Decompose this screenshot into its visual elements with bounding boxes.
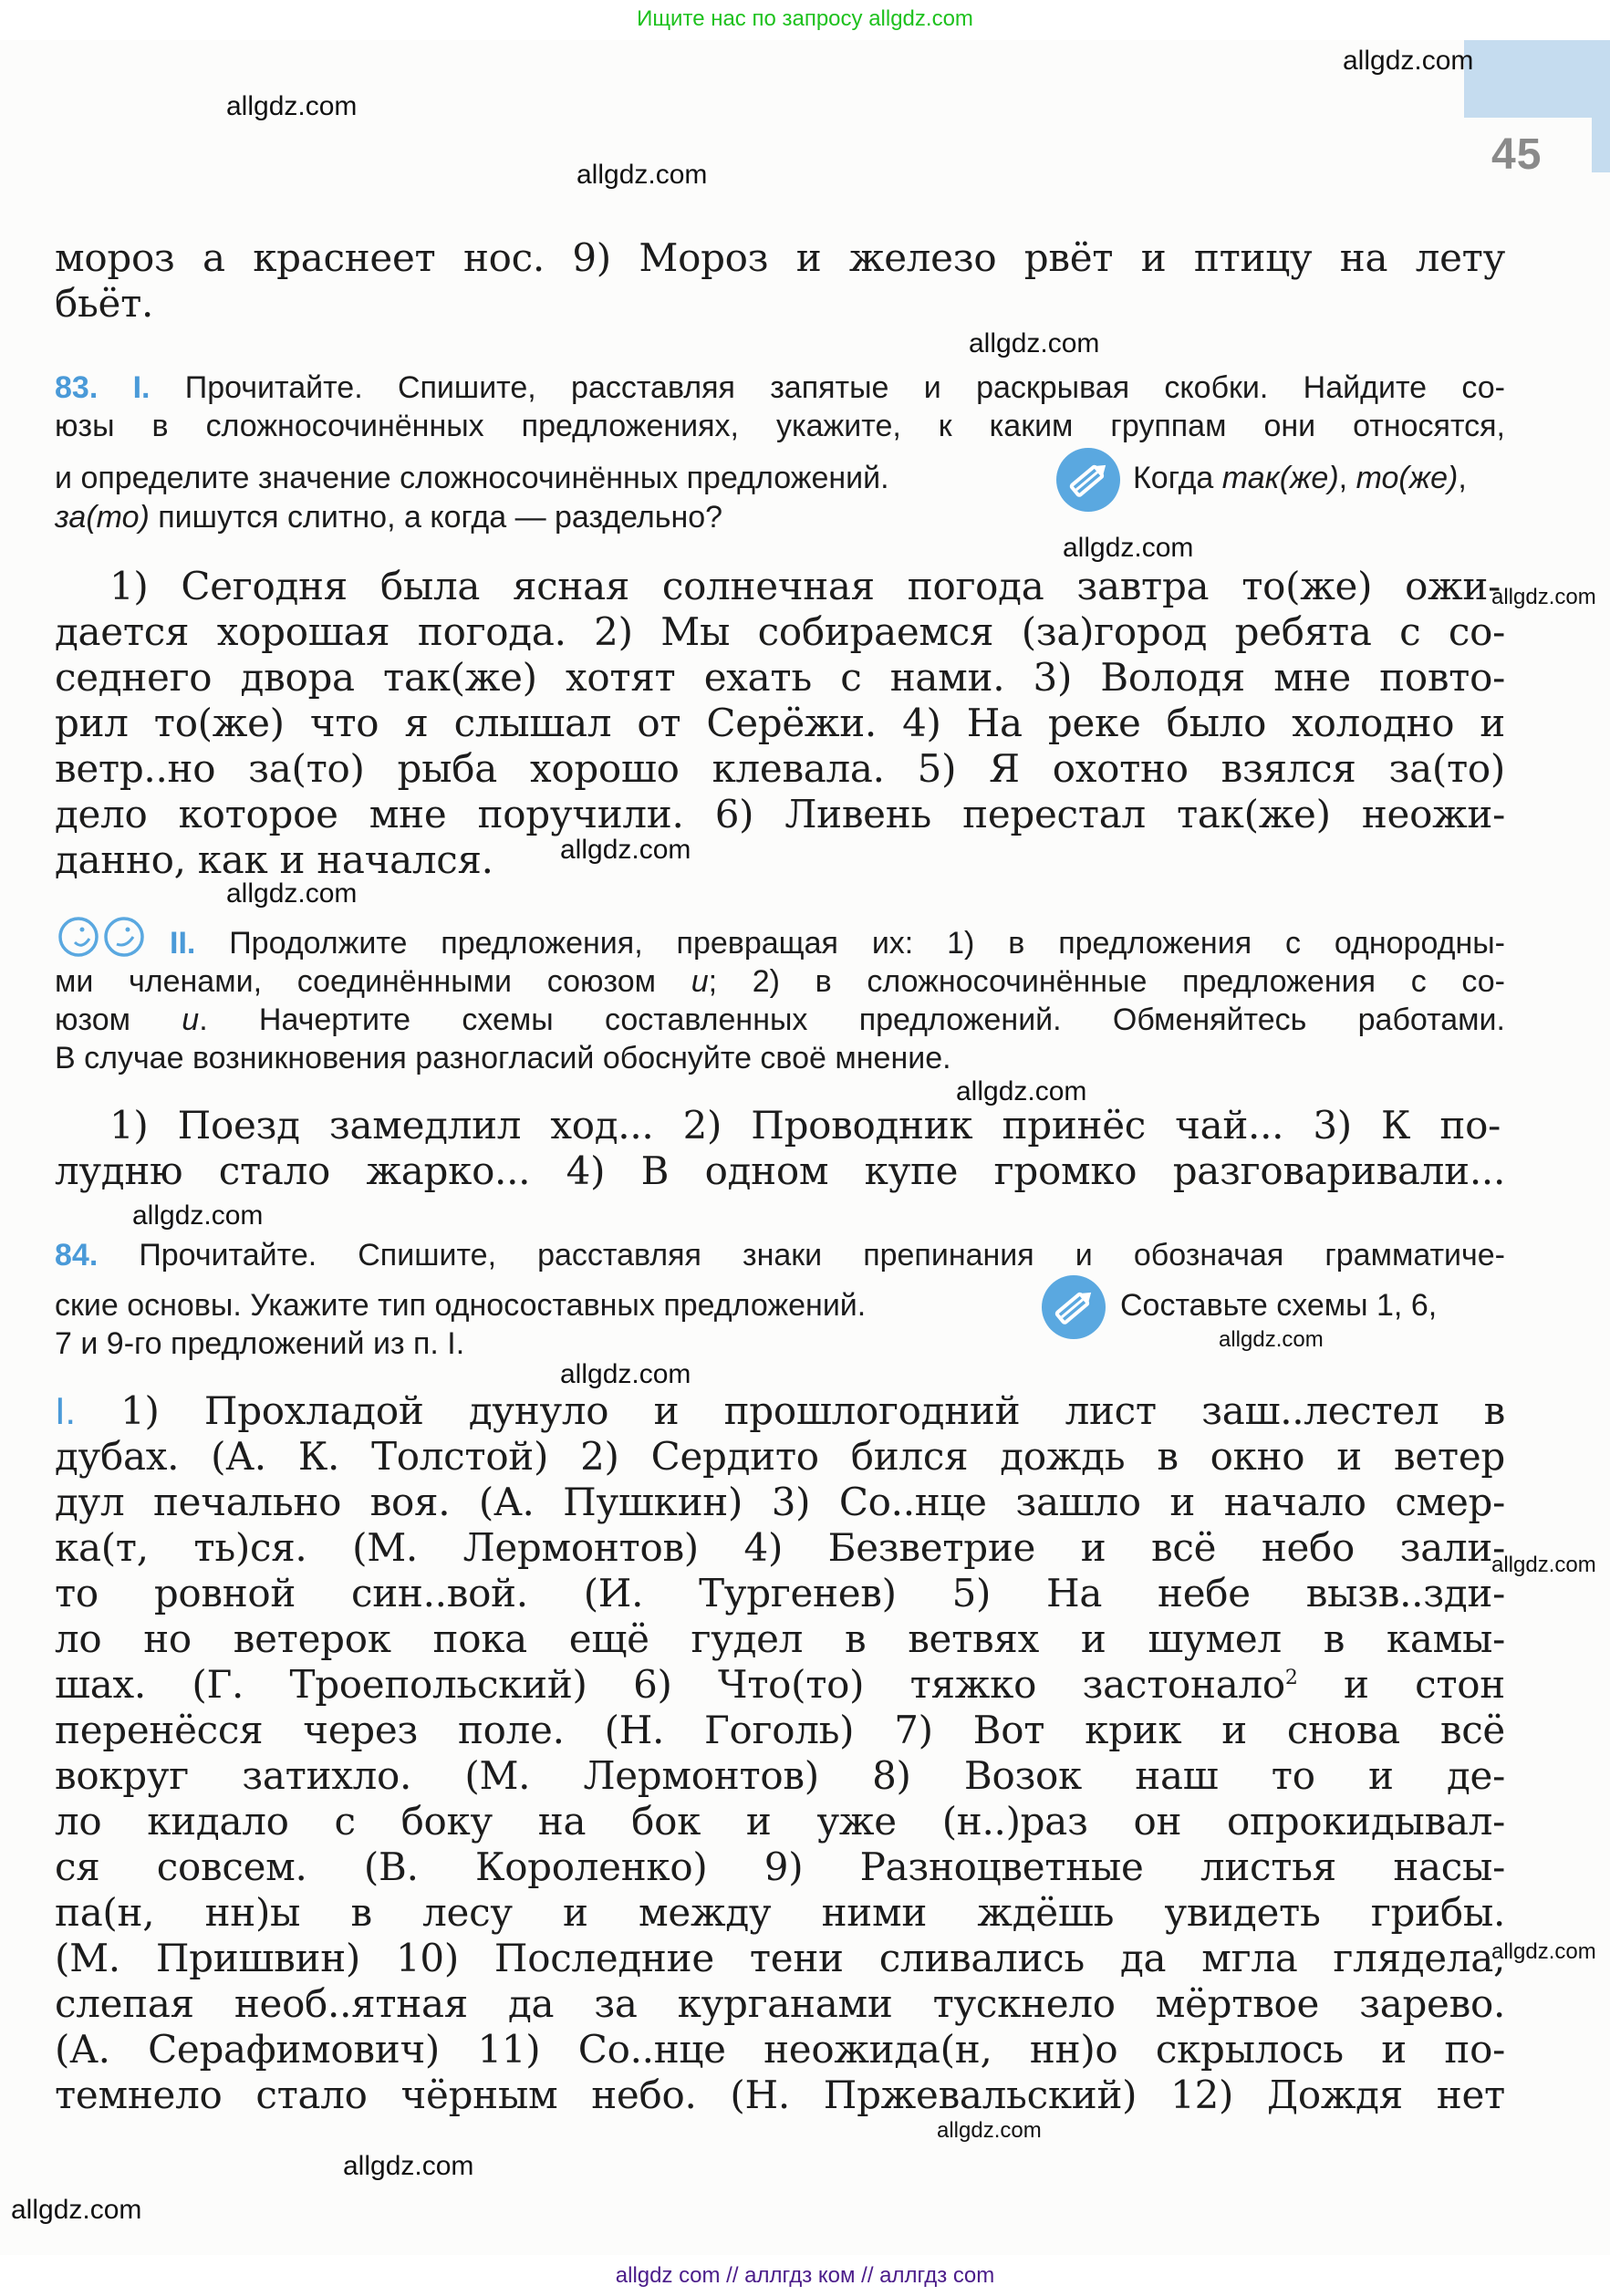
ex84-text-line: ло но ветерок пока ещё гудел в ветвях и шумел в камы- [55, 1616, 1505, 1661]
ex84-text-line: дул печально воя. (А. Пушкин) 3) Со..нце зашло и начало смер- [55, 1480, 1505, 1524]
watermark: allgdz.com [576, 160, 708, 190]
watermark: allgdz.com [226, 878, 358, 909]
watermark: allgdz.com [1343, 46, 1474, 76]
ex83-text-line: дело которое мне поручили. 6) Ливень перестал так(же) неожи- [55, 792, 1505, 836]
watermark: allgdz.com [1491, 1939, 1596, 1964]
ex83-task-line-2: юзы в сложносочинённых предложениях, укажите, к каким группам они относятся, [55, 409, 1505, 443]
task-text: Прочитайте. Спишите, расставляя запятые и раскрывая скобки. Найдите со- [184, 370, 1505, 405]
ex83-part2-text-line: лудню стало жарко... 4) В одном купе громко разговаривали... [55, 1148, 1505, 1193]
prev-exercise-line: бьёт. [55, 281, 154, 326]
ex84-text-line: па(н, нн)ы в лесу и между ними ждёшь увидеть грибы. [55, 1890, 1505, 1935]
prev-exercise-line: мороз а краснеет нос. 9) Мороз и железо рвёт и птицу на лету [55, 235, 1505, 280]
page-corner-tab-strip [1592, 118, 1610, 172]
ex84-text-line: ло кидало с боку на бок и уже (н..)раз он опрокидывал- [55, 1799, 1505, 1844]
ex84-task-line-2-tail: Составьте схемы 1, 6, [1120, 1288, 1438, 1323]
ex83-text-line: рил то(же) что я слышал от Серёжи. 4) На реке было холодно и [55, 701, 1505, 745]
ex84-text-line: (М. Пришвин) 10) Последние тени сливались да мгла глядела, [55, 1936, 1505, 1980]
ex84-text-line-1: I. 1) Прохладой дунуло и прошлогодний лист заш..лестел в [55, 1388, 1505, 1433]
pair-work-icon [57, 915, 157, 961]
watermark: allgdz.com [11, 2195, 142, 2225]
watermark: allgdz.com [1491, 1553, 1596, 1577]
footnote-superscript: 2 [1284, 1667, 1298, 1689]
watermark: allgdz.com [343, 2151, 474, 2181]
watermark: allgdz.com [969, 328, 1100, 358]
ex83-part2-text-line: 1) Поезд замедлил ход... 2) Проводник принёс чай... 3) К по- [109, 1103, 1501, 1148]
watermark: allgdz.com [1219, 1327, 1324, 1352]
ex83-task-line-3: и определите значение сложносочинённых предложений. [55, 461, 889, 495]
ex84-text-line: ка(т, ть)ся. (М. Лермонтов) 4) Безветрие и всё небо зали- [55, 1525, 1505, 1570]
exercise-number: 83. [55, 370, 99, 405]
watermark: allgdz.com [937, 2118, 1042, 2143]
ex83-part2-task-line-2: ми членами, соединёнными союзом и; 2) в сложносочинённые предложения с со- [55, 964, 1505, 999]
ex84-task-line-3: 7 и 9-го предложений из п. I. [55, 1326, 465, 1361]
ex84-text-line: слепая необ..ятная да за курганами тускнело мёртвое зарево. [55, 1981, 1505, 2026]
ex84-text-line-7: шах. (Г. Троепольский) 6) Что(то) тяжко застонало$^2$ и стон [55, 1662, 1505, 1707]
footer-links[interactable]: allgdz com // аллгдз ком // аллгдз com [0, 2255, 1610, 2296]
part-marker: I. [55, 1389, 76, 1432]
ex84-task-line-2: ские основы. Укажите тип односоставных предложений. [55, 1288, 867, 1323]
ex83-question-part1: Когда так(же), то(же), [1133, 461, 1467, 495]
ex84-text-line: (А. Серафимович) 11) Со..нце неожида(н, нн)о скрылось и по- [55, 2027, 1505, 2072]
ex83-part2-task-line-3: юзом и. Начертите схемы составленных предложений. Обменяйтесь работами. [55, 1003, 1505, 1037]
exercise-number: 84. [55, 1238, 99, 1273]
part-marker: II. [170, 926, 196, 961]
ex83-part2-task-line-4: В случае возникновения разногласий обоснуйте своё мнение. [55, 1041, 951, 1075]
site-banner[interactable]: Ищите нас по запросу allgdz.com [637, 6, 973, 31]
ex83-question-part2: за(то) пишутся слитно, а когда — раздельно? [55, 500, 723, 535]
watermark: allgdz.com [956, 1076, 1087, 1106]
ex83-task-line-1 [55, 370, 1505, 406]
ex84-text-line: перенёсся через поле. (Н. Гоголь) 7) Вот крик и снова всё [55, 1708, 1505, 1752]
ex84-text-line: дубах. (А. К. Толстой) 2) Сердито бился дождь в окно и ветер [55, 1434, 1505, 1479]
ex83-text-line: данно, как и начался. [55, 837, 493, 882]
ex83-part2-task-line-1: II. Продолжите предложения, превращая их: 1) в предложения с однородны- [170, 926, 1505, 961]
ex84-text-line: темнело стало чёрным небо. (Н. Пржевальский) 12) Дождя нет [55, 2073, 1505, 2117]
watermark: allgdz.com [226, 91, 358, 121]
ex83-text-line: седнего двора так(же) хотят ехать с нами. 3) Володя мне повто- [55, 655, 1505, 700]
watermark: allgdz.com [560, 1359, 691, 1389]
watermark: allgdz.com [1063, 533, 1194, 563]
page-number: 45 [1491, 130, 1542, 179]
part-marker: I. [132, 370, 151, 405]
watermark: allgdz.com [560, 835, 691, 865]
ex83-text-line: 1) Сегодня была ясная солнечная погода завтра то(же) ожи- [109, 564, 1501, 608]
ex83-text-line: дается хорошая погода. 2) Мы собираемся (за)город ребята с со- [55, 609, 1505, 654]
ex84-task-line-1: 84. Прочитайте. Спишите, расставляя знаки препинания и обозначая грамматиче- [55, 1238, 1505, 1273]
page-corner-tab [1464, 40, 1610, 118]
ex84-text-line: вокруг затихло. (М. Лермонтов) 8) Возок наш то и де- [55, 1753, 1505, 1798]
ex83-text-line: ветр..но за(то) рыба хорошо клевала. 5) Я охотно взялся за(то) [55, 746, 1505, 791]
ex84-text-line: то ровной син..вой. (И. Тургенев) 5) На небе вызв..зди- [55, 1571, 1505, 1616]
watermark: allgdz.com [1491, 585, 1596, 609]
ex84-text-line: ся совсем. (В. Короленко) 9) Разноцветные листья насы- [55, 1844, 1505, 1889]
watermark: allgdz.com [132, 1200, 264, 1231]
